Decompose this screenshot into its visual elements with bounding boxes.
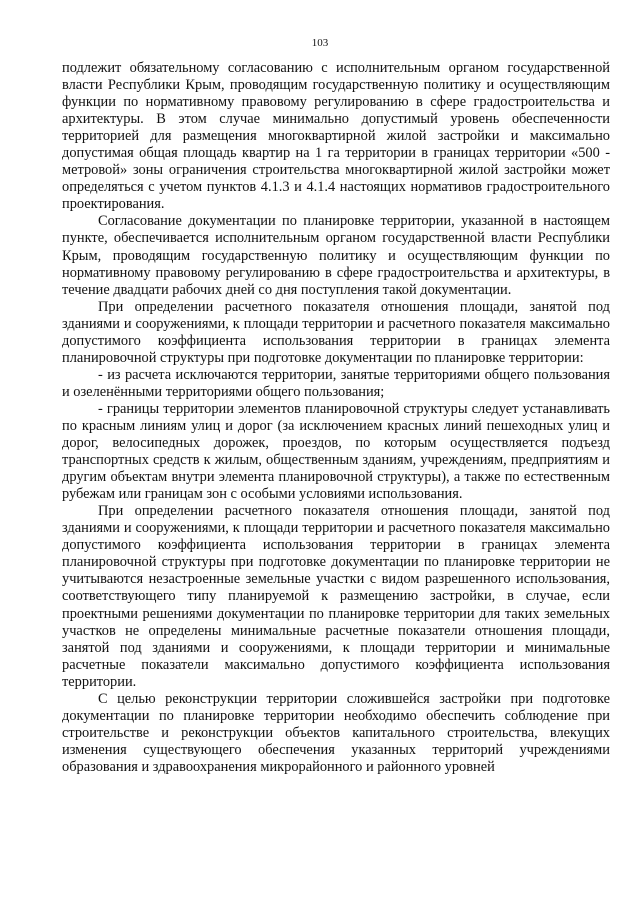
document-body	[62, 60, 610, 776]
paragraph-reconstruction: С целью реконструкции территории сложившейся застройки при подготовке документации по планировке территории необходимо обеспечить соблюдение при строительстве и реконструкции объектов капитального строительства, влекущих изменения существующего обеспечения указанных территорий учреждениями образования и здравоохранения микрорайонного и районного уровней	[62, 690, 610, 775]
paragraph-calculation-intro: При определении расчетного показателя отношения площади, занятой под зданиями и сооружениями, к площади территории и расчетного показателя максимально допустимого коэффициента использования территории в границах элемента планировочной структуры при подготовке документации по планировке территории:	[62, 298, 610, 366]
paragraph-unbuilt-plots: При определении расчетного показателя отношения площади, занятой под зданиями и сооружениями, к площади территории и расчетного показателя максимально допустимого коэффициента использования территории в границах элемента планировочной структуры при подготовке документации по планировке территории не учитываются незастроенные земельные участки с видом разрешенного использования, соответствующего типу планируемой к размещению застройки, в случае, если проектными решениями документации по планировке территории для таких земельных участков не определены минимальные расчетные показатели отношения площади, занятой под зданиями и сооружениями, к площади территории и минимальные расчетные показатели максимально допустимого коэффициента использования территории.	[62, 503, 610, 690]
list-item-exclusions: - из расчета исключаются территории, занятые территориями общего пользования и озеленёнными территориями общего пользования;	[62, 366, 610, 400]
page-number: 103	[311, 37, 329, 49]
paragraph-continuation: подлежит обязательному согласованию с исполнительным органом государственной власти Республики Крым, проводящим государственную политику и осуществляющим функции по нормативному правовому регулированию в сфере градостроительства и архитектуры. В этом случае минимально допустимый уровень обеспеченности территорией для размещения многоквартирной жилой застройки и максимально допустимая общая площадь квартир на 1 га территории в границах территории «500 - метровой» зоны ограничения строительства многоквартирной жилой застройки может определяться с учетом пунктов 4.1.3 и 4.1.4 настоящих нормативов градостроительного проектирования.	[62, 60, 610, 213]
list-item-boundaries: - границы территории элементов планировочной структуры следует устанавливать по красным линиям улиц и дорог (за исключением красных линий пешеходных улиц и дорог, велосипедных дорожек, проездов, по которым осуществляется подъезд транспортных средств к жилым, общественным зданиям, учреждениям, предприятиям и другим объектам внутри элемента планировочной структуры), а также по естественным рубежам или границам зон с особыми условиями использования.	[62, 400, 610, 503]
paragraph-approval: Согласование документации по планировке территории, указанной в настоящем пункте, обеспечивается исполнительным органом государственной власти Республики Крым, проводящим государственную политику и осуществляющим функции по нормативному правовому регулированию в сфере градостроительства и архитектуры, в течение двадцати рабочих дней со дня поступления такой документации.	[62, 213, 610, 298]
